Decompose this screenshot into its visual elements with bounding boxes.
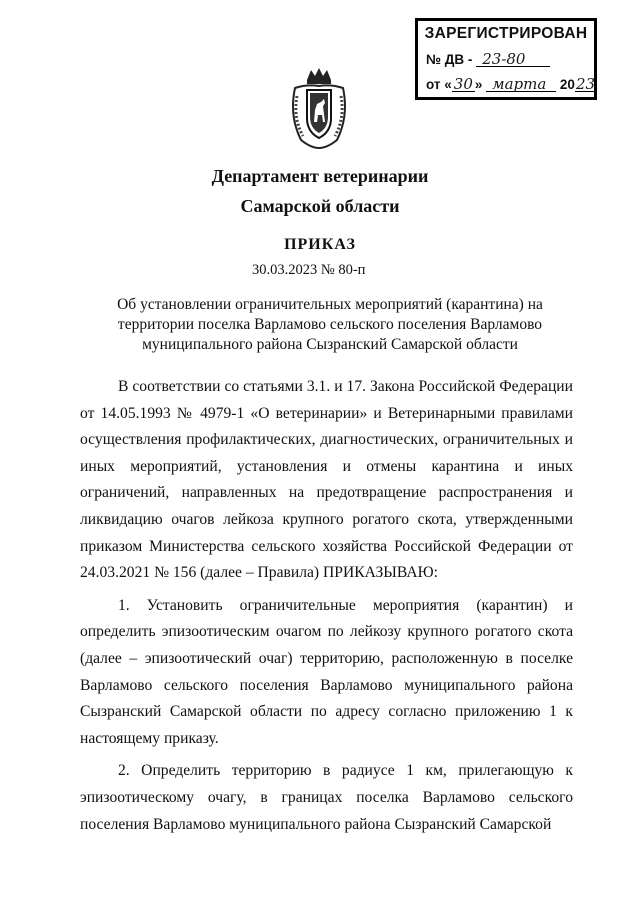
order-subject: Об установлении ограничительных мероприятий (карантина) на территории поселка Варламово сельского поселения Варламово муниципального района Сызранский Самарской области	[117, 296, 543, 353]
stamp-date-quote: »	[474, 77, 483, 92]
stamp-title: ЗАРЕГИСТРИРОВАН	[424, 25, 588, 42]
stamp-date-month: марта	[486, 77, 556, 92]
order-title: ПРИКАЗ	[284, 236, 356, 253]
stamp-number-row	[426, 52, 550, 67]
stamp-number-label: № ДВ -	[426, 52, 473, 67]
body-paragraph: 2. Определить территорию в радиусе 1 км, прилегающую к эпизоотическому очагу, в границах поселка Варламово сельского поселения Варламово муниципального района Сызранский Самарской	[80, 762, 573, 833]
body-paragraph: 1. Установить ограничительные мероприятия (карантин) и определить эпизоотическим очагом по лейкозу крупного рогатого скота (далее – эпизоотический очаг) территорию, расположенную в поселке Варламово сельского поселения Варламово муниципального района Сызранский Самарской области по адресу согласно приложению 1 к настоящему приказу.	[80, 596, 573, 747]
stamp-date-year-prefix: 20	[559, 77, 575, 92]
department-name: Департамент ветеринарии	[211, 166, 429, 186]
coat-of-arms-icon	[287, 66, 351, 150]
stamp-number-value: 23-80	[476, 52, 550, 67]
body-paragraph: В соответствии со статьями 3.1. и 17. Закона Российской Федерации от 14.05.1993 № 4979-1 «О ветеринарии» и Ветеринарными правилами осуществления профилактических, диагностических, ограничительных и иных мероприятий, установления и отмены карантина и иных ограничений, направленных на предотвращение распространения и ликвидацию очагов лейкоза крупного рогатого скота, утвержденными приказом Министерства сельского хозяйства Российской Федерации от 24.03.2021 № 156 (далее – Правила) ПРИКАЗЫВАЮ:	[80, 378, 573, 582]
registration-stamp	[415, 18, 597, 100]
stamp-date-prefix: от «	[426, 77, 452, 92]
stamp-date-year-suffix: 23	[575, 75, 596, 93]
region-name: Самарской области	[240, 196, 400, 216]
stamp-date-day: 30	[453, 75, 473, 93]
order-date-number: 30.03.2023 № 80-п	[252, 262, 366, 278]
order-body	[80, 374, 573, 838]
stamp-date-row	[426, 77, 596, 92]
